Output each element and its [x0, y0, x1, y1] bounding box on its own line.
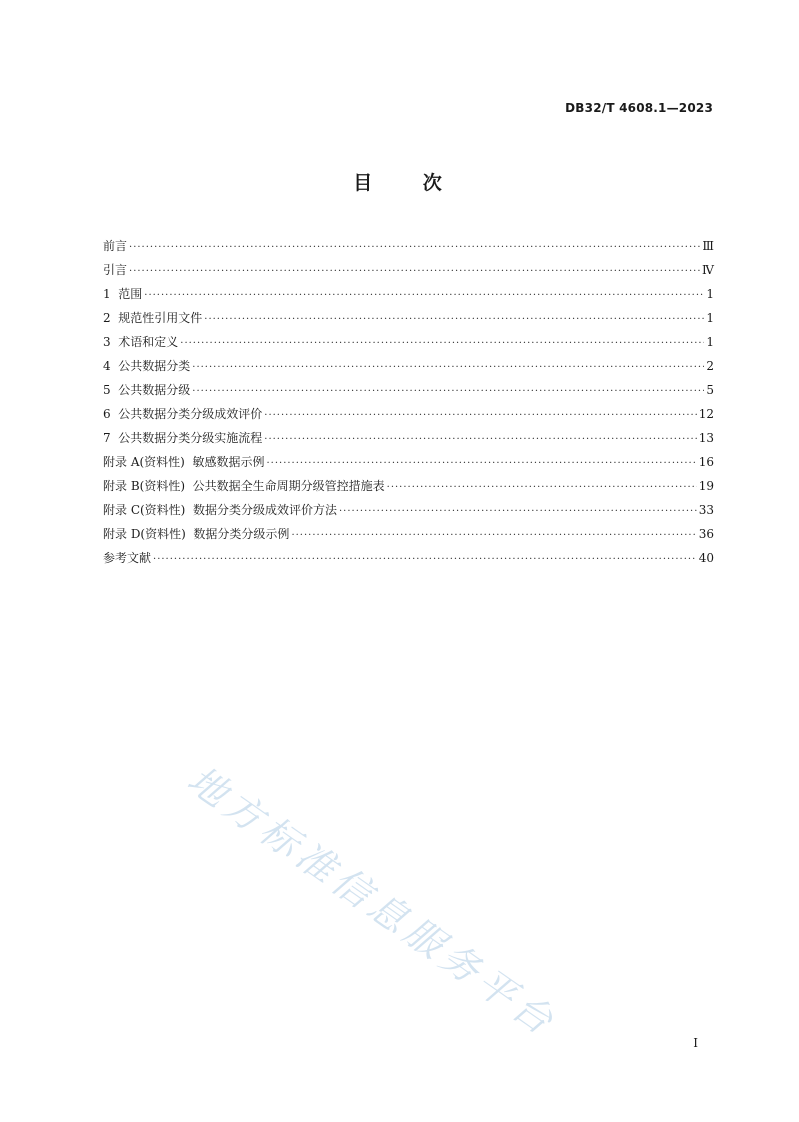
toc-entry[interactable] — [103, 330, 714, 354]
toc-entry-label: 3 术语和定义 — [103, 335, 179, 349]
toc-entry[interactable] — [103, 306, 714, 330]
toc-entry-label: 2 规范性引用文件 — [103, 311, 203, 325]
page-number: I — [693, 1036, 698, 1050]
watermark: 地方标准信息服务平台 — [179, 757, 566, 1046]
dot-leader — [192, 380, 704, 404]
toc-entry-label: 1 范围 — [103, 287, 143, 301]
toc-entry-label: 附录 B(资料性) 公共数据全生命周期分级管控措施表 — [103, 479, 385, 493]
toc-entry[interactable] — [103, 282, 714, 306]
dot-leader — [129, 260, 700, 284]
toc-entry-label: 4 公共数据分类 — [103, 359, 191, 373]
dot-leader — [387, 476, 697, 500]
dot-leader — [153, 548, 697, 572]
dot-leader — [129, 236, 700, 260]
toc-entry-page: 19 — [698, 479, 714, 493]
toc-entry-page: 12 — [698, 407, 714, 421]
dot-leader — [264, 428, 696, 452]
dot-leader — [339, 500, 697, 524]
dot-leader — [266, 452, 696, 476]
toc-entry[interactable] — [103, 474, 714, 498]
toc-entry-page: 13 — [698, 431, 714, 445]
dot-leader — [144, 284, 704, 308]
toc-entry[interactable] — [103, 354, 714, 378]
toc-entry-label: 附录 A(资料性) 敏感数据示例 — [103, 455, 265, 469]
toc-entry[interactable] — [103, 426, 714, 450]
toc-entry-page: 1 — [706, 287, 714, 301]
toc-entry-label: 6 公共数据分类分级成效评价 — [103, 407, 263, 421]
toc-entry-label: 附录 D(资料性) 数据分类分级示例 — [103, 527, 290, 541]
toc-entry-label: 引言 — [103, 263, 128, 277]
toc-entry-label: 参考文献 — [103, 551, 152, 565]
toc-entry-page: 2 — [706, 359, 714, 373]
table-of-contents — [103, 234, 714, 570]
dot-leader — [204, 308, 704, 332]
toc-entry[interactable] — [103, 234, 714, 258]
toc-entry[interactable] — [103, 450, 714, 474]
toc-entry-page: Ⅲ — [702, 239, 714, 253]
standard-code: DB32/T 4608.1—2023 — [565, 101, 713, 115]
toc-entry-page: 16 — [698, 455, 714, 469]
toc-entry-label: 附录 C(资料性) 数据分类分级成效评价方法 — [103, 503, 337, 517]
toc-entry[interactable] — [103, 402, 714, 426]
toc-entry-page: 1 — [706, 311, 714, 325]
toc-entry-page: 33 — [698, 503, 714, 517]
toc-entry-page: 1 — [706, 335, 714, 349]
toc-entry[interactable] — [103, 522, 714, 546]
toc-entry-page: 40 — [698, 551, 714, 565]
dot-leader — [180, 332, 704, 356]
toc-entry[interactable] — [103, 546, 714, 570]
dot-leader — [264, 404, 696, 428]
toc-entry[interactable] — [103, 258, 714, 282]
toc-entry-label: 7 公共数据分类分级实施流程 — [103, 431, 263, 445]
toc-entry-page: 36 — [698, 527, 714, 541]
toc-entry-label: 前言 — [103, 239, 128, 253]
page-title: 目 次 — [353, 172, 446, 194]
dot-leader — [291, 524, 696, 548]
toc-entry[interactable] — [103, 378, 714, 402]
dot-leader — [192, 356, 704, 380]
toc-entry-page: 5 — [706, 383, 714, 397]
toc-entry-page: Ⅳ — [702, 263, 714, 277]
toc-entry-label: 5 公共数据分级 — [103, 383, 191, 397]
toc-entry[interactable] — [103, 498, 714, 522]
